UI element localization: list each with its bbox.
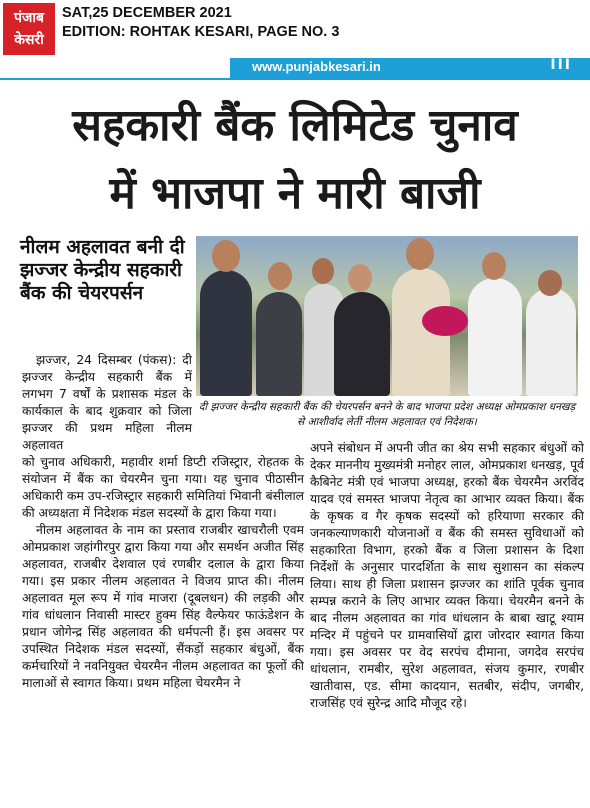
dateline-paragraph: झज्जर, 24 दिसम्बर (पंकस): दी झज्जर केन्द्रीय सहकारी बैंक में लगभग 7 वर्षों के प्रशासक मंडल के कार्यकाल के बाद शुक्रवार को जिला झज्जर की प्रथम महिला नीलम अहलावत [22, 353, 192, 452]
subheadline: नीलम अहलावत बनी दी झज्जर केन्द्रीय सहकारी बैंक की चेयरपर्सन [20, 236, 185, 304]
headline [10, 92, 580, 228]
photo-person-2 [256, 292, 302, 396]
headline-line-2: में भाजपा ने मारी बाजी [109, 168, 481, 219]
photo-head-7 [538, 270, 562, 296]
paragraph-1-continued: को चुनाव अधिकारी, महावीर शर्मा डिप्टी रजिस्ट्रार, रोहतक के संयोजन में बैंक का चेयरमैन चुना गया। यह चुनाव पीठासीन अधिकारी कम उप-रजिस्ट्रार सहकारी समितियां भिवानी बंसीलाल की अध्यक्षता में निदेशक मंडल सदस्यों के द्वारा किया गया। [22, 455, 304, 520]
photo-head-6 [482, 252, 506, 280]
headline-line-1: सहकारी बैंक लिमिटेड चुनाव [72, 100, 518, 151]
page-marker: III [550, 57, 572, 73]
photo-person-1 [200, 270, 252, 396]
newspaper-logo [3, 3, 55, 55]
website-url: www.punjabkesari.in [252, 59, 381, 74]
article-column-2 [310, 440, 584, 712]
publication-date: SAT,25 DECEMBER 2021 [62, 5, 232, 21]
edition-info: EDITION: ROHTAK KESARI, PAGE NO. 3 [62, 24, 340, 40]
paragraph-2: नीलम अहलावत के नाम का प्रस्ताव राजबीर खाचरौली एवम ओमप्रकाश जहांगीरपुर द्वारा किया गया और समर्थन अजीत सिंह अहलावत, राजबीर देशवाल एवं रणबीर दलाल के द्वारा किया गया। इस प्रकार नीलम अहलावत ने विजय प्राप्त की। नीलम अहलावत मूल रूप में गांव माजरा (दूबलधन) की लड़की और गांव धांधलान निवासी मास्टर हुक्म सिंह वैल्फेयर फाऊंडेशन के प्रधान जोगेन्द्र सिंह अहलावत की धर्मपत्नी हैं। इस अवसर पर उपस्थित निदेशक मंडल सदस्यों, सैंकड़ों सहकार बंधुओं, बैंक कर्मचारियों ने नवनियुक्त चेयरमैन नीलम अहलावत का फूलों की मालाओं से स्वागत किया। प्रथम महिला चेयरमैन ने [22, 523, 304, 690]
photo-person-6 [468, 278, 522, 396]
photo-caption: दी झज्जर केन्द्रीय सहकारी बैंक की चेयरपर्सन बनने के बाद भाजपा प्रदेश अध्यक्ष ओमप्रकाश धनखड़ से आशीर्वाद लेतीं नीलम अहलावत एवं निदेशक। [196, 396, 578, 440]
photo-person-4 [334, 292, 390, 396]
news-photo [196, 236, 578, 396]
photo-head-3 [312, 258, 334, 284]
paragraph-3: अपने संबोधन में अपनी जीत का श्रेय सभी सहकार बंधुओं को देकर माननीय मुख्यमंत्री मनोहर लाल, ओमप्रकाश धनखड़, पूर्व कैबिनेट मंत्री एवं भाजपा अध्यक्ष, हरको बैंक चेयरमैन अरविंद यादव एवं समस्त भाजपा नेतृत्व का आभार व्यक्त किया। बैंक के कृषक व गैर कृषक सदस्यों को हरियाणा सरकार की जनकल्याणकारी योजनाओं व बैंक की समस्त सुविधाओं को सहकारिता विभाग, हरको बैंक व जिला प्रशासन के दिशा निर्देशों के अनुसार पारदर्शिता के साथ सुशासन का संकल्प लिया। साथ ही जिला प्रशासन झज्जर का शांति पूर्वक चुनाव सम्पन्न कराने के लिए आभार व्यक्त किया। चेयरमैन बनने के बाद नीलम अहलावत का गांव धांधलान के बाबा खाटू श्याम मन्दिर में पहुंचने पर ग्रामवासियों द्वारा जोरदार स्वागत किया गया। इस अवसर पर वेद सरपंच दीमाना, जगदेव सरपंच धांधलान, रामबीर, सुरेश अहलावत, संजय कुमार, रणबीर खातीवास, एड. सीमा कादयान, सतबीर, संदीप, जगबीर, राजसिंह एवं सुरेन्द्र आदि मौजूद रहे। [310, 441, 584, 710]
logo-line-1: पंजाब [14, 10, 44, 26]
photo-head-1 [212, 240, 240, 272]
photo-head-2 [268, 262, 292, 290]
flower-bouquet [422, 306, 468, 336]
website-banner [230, 58, 590, 78]
photo-person-7 [526, 288, 576, 396]
banner-rule [0, 78, 590, 80]
photo-head-5 [406, 238, 434, 270]
article-column-1 [22, 454, 304, 692]
logo-line-2: केसरी [14, 32, 44, 48]
article-column-1-top [22, 352, 192, 454]
edition-meta [62, 4, 339, 42]
photo-head-4 [348, 264, 372, 292]
